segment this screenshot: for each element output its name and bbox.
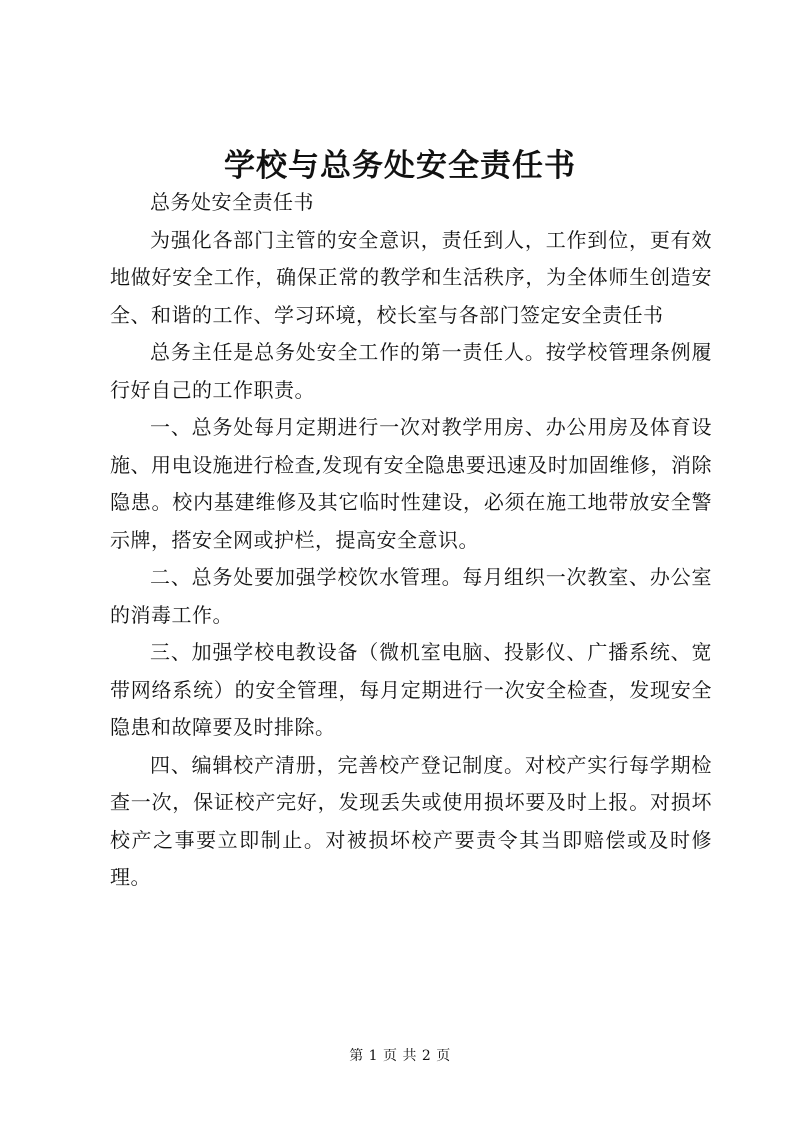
paragraph-purpose: 为强化各部门主管的安全意识，责任到人，工作到位，更有效地做好安全工作，确保正常的教学和生活秩序，为全体师生创造安全、和谐的工作、学习环境，校长室与各部门签定安全责任书: [110, 227, 712, 327]
paragraph-item-3: 三、加强学校电教设备（微机室电脑、投影仪、广播系统、宽带网络系统）的安全管理，每月定期进行一次安全检查，发现安全隐患和故障要及时排除。: [110, 640, 712, 739]
paragraph-item-1: 一、总务处每月定期进行一次对教学用房、办公用房及体育设施、用电设施进行检查,发现有安全隐患要迅速及时加固维修，消除隐患。校内基建维修及其它临时性建设，必须在施工地带放安全警示牌，搭安全网或护栏，提高安全意识。: [110, 415, 712, 552]
document-body: [110, 184, 712, 897]
paragraph-item-4: 四、编辑校产清册，完善校产登记制度。对校产实行每学期检查一次，保证校产完好，发现丢失或使用损坏要及时上报。对损坏校产之事要立即制止。对被损坏校产要责令其当即赔偿或及时修理。: [110, 752, 712, 889]
document-title: 学校与总务处安全责任书: [224, 148, 576, 184]
page-number: 第 1 页 共 2 页: [349, 1048, 451, 1064]
paragraph-item-2: 二、总务处要加强学校饮水管理。每月组织一次教室、办公室的消毒工作。: [110, 565, 712, 627]
paragraph-subtitle: 总务处安全责任书: [150, 190, 314, 214]
paragraph-responsibility: 总务主任是总务处安全工作的第一责任人。按学校管理条例履行好自己的工作职责。: [110, 340, 712, 402]
